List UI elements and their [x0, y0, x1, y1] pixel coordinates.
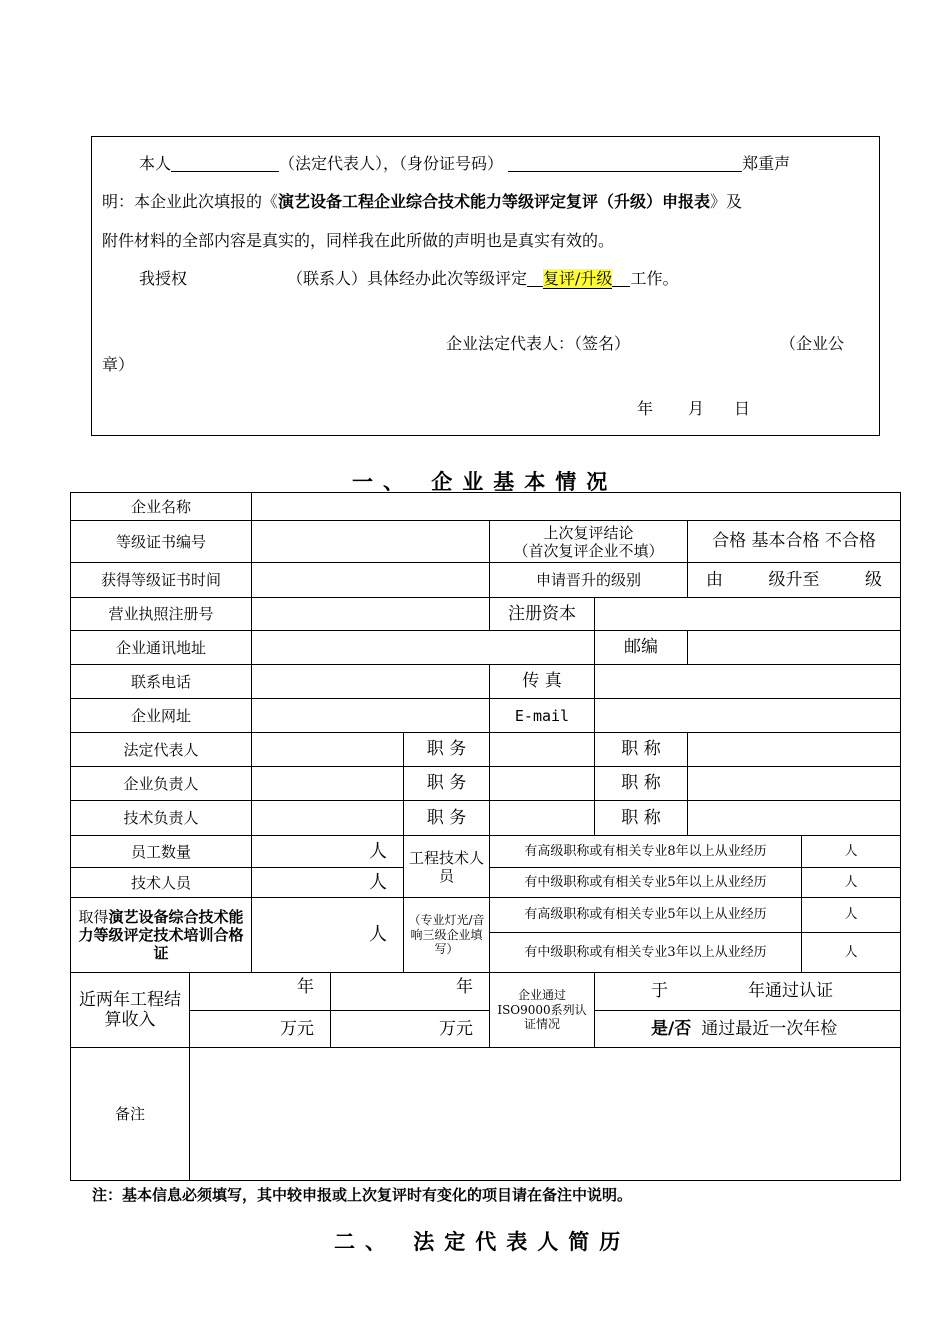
text: 上次复评结论 — [543, 523, 634, 542]
input-legal-rep-position[interactable] — [489, 732, 595, 767]
section-1-title: 一、 企业基本情况 — [352, 469, 618, 494]
label-company-name: 企业名称 — [70, 492, 252, 521]
date-month: 月 — [688, 399, 705, 418]
input-middle-5[interactable]: 人 — [801, 867, 901, 898]
text: 》及 — [710, 192, 743, 211]
text: 本人 — [139, 154, 172, 173]
text: 我授权 — [139, 269, 188, 288]
label-fax: 传 真 — [489, 664, 595, 699]
label-position: 职 务 — [403, 732, 490, 767]
input-email[interactable] — [594, 698, 901, 733]
input-tech-head-title[interactable] — [687, 800, 901, 836]
label-middle-5: 有中级职称或有相关专业5年以上从业经历 — [489, 867, 802, 898]
form-note: 注：基本信息必须填写，其中较申报或上次复评时有变化的项目请在备注中说明。 — [92, 1186, 633, 1204]
input-income-year-1[interactable]: 年 — [189, 972, 331, 1011]
label-apply-level: 申请晋升的级别 — [489, 562, 688, 598]
input-fax[interactable] — [594, 664, 901, 699]
input-license-no[interactable] — [251, 597, 490, 631]
text: 级升至 — [768, 569, 820, 590]
input-apply-level[interactable] — [687, 562, 901, 598]
text: （联系人）具体经办此次等级评定 — [287, 269, 528, 288]
label-cert-no: 等级证书编号 — [70, 520, 252, 563]
label-last-review — [489, 520, 688, 563]
label-phone: 联系电话 — [70, 664, 252, 699]
yes-no-option: 是/否 — [651, 1018, 692, 1039]
input-address[interactable] — [251, 630, 595, 665]
input-reg-capital[interactable] — [594, 597, 901, 631]
text: 通过最近一次年检 — [701, 1018, 838, 1039]
label-iso: 企业通过ISO9000系列认证情况 — [489, 972, 595, 1048]
label-license-no: 营业执照注册号 — [70, 597, 252, 631]
input-tech-head[interactable] — [251, 800, 404, 836]
input-senior-5[interactable]: 人 — [801, 897, 901, 933]
input-remarks[interactable] — [189, 1047, 901, 1181]
seal-label-end: 章） — [102, 355, 135, 374]
text: 取得 — [78, 908, 109, 926]
text: 郑重声 — [742, 154, 791, 173]
input-phone[interactable] — [251, 664, 490, 699]
review-result-options[interactable]: 合格 基本合格 不合格 — [687, 520, 901, 563]
input-iso-year[interactable] — [594, 972, 901, 1011]
input-cert-time[interactable] — [251, 562, 490, 598]
label-eng-tech-staff: 工程技术人员 — [403, 835, 490, 898]
label-address: 企业通讯地址 — [70, 630, 252, 665]
label-tech-staff: 技术人员 — [70, 867, 252, 898]
input-tech-staff[interactable]: 人 — [251, 867, 404, 898]
label-postcode: 邮编 — [594, 630, 688, 665]
date-day: 日 — [734, 399, 751, 418]
input-website[interactable] — [251, 698, 490, 733]
input-company-head[interactable] — [251, 766, 404, 801]
input-tech-head-position[interactable] — [489, 800, 595, 836]
seal-label: （企业公 — [780, 334, 845, 353]
input-middle-3[interactable]: 人 — [801, 932, 901, 973]
signature-label: 企业法定代表人：（签名） — [446, 334, 631, 353]
label-reg-capital: 注册资本 — [489, 597, 595, 631]
input-senior-8[interactable]: 人 — [801, 835, 901, 868]
label-income: 近两年工程结算收入 — [70, 972, 190, 1048]
label-senior-5: 有高级职称或有相关专业5年以上从业经历 — [489, 897, 802, 933]
date-year: 年 — [637, 399, 654, 418]
text: 明：本企业此次填报的《 — [102, 192, 279, 211]
label-remarks: 备注 — [70, 1047, 190, 1181]
text: 工作。 — [630, 269, 679, 288]
label-title: 职 称 — [594, 766, 688, 801]
declaration-line-3: 附件材料的全部内容是真实的，同样我在此所做的声明也是真实有效的。 — [102, 231, 615, 250]
label-email: E-mail — [489, 698, 595, 733]
input-company-head-position[interactable] — [489, 766, 595, 801]
input-iso-annual[interactable] — [594, 1010, 901, 1048]
text: 年通过认证 — [748, 981, 833, 1002]
input-legal-rep[interactable] — [251, 732, 404, 767]
label-title: 职 称 — [594, 732, 688, 767]
input-company-head-title[interactable] — [687, 766, 901, 801]
label-specialty-note: （专业灯光/音响三级企业填写） — [403, 897, 490, 973]
label-position: 职 务 — [403, 766, 490, 801]
label-title: 职 称 — [594, 800, 688, 836]
input-company-name[interactable] — [251, 492, 901, 521]
form-name-bold: 演艺设备工程企业综合技术能力等级评定复评（升级）申报表 — [278, 192, 711, 211]
label-cert-time: 获得等级证书时间 — [70, 562, 252, 598]
label-position: 职 务 — [403, 800, 490, 836]
text: 由 — [706, 569, 723, 590]
label-company-head: 企业负责人 — [70, 766, 252, 801]
label-legal-rep: 法定代表人 — [70, 732, 252, 767]
input-staff-count[interactable]: 人 — [251, 835, 404, 868]
label-website: 企业网址 — [70, 698, 252, 733]
input-income-amount-2[interactable]: 万元 — [330, 1010, 490, 1048]
review-type-highlight: 复评/升级 — [543, 269, 613, 288]
text: 演艺设备综合技术能力等级评定技术培训合格证 — [78, 908, 244, 962]
text: （法定代表人），（身份证号码） — [279, 154, 504, 173]
input-legal-rep-title[interactable] — [687, 732, 901, 767]
input-trained-staff[interactable]: 人 — [251, 897, 404, 973]
label-staff-count: 员工数量 — [70, 835, 252, 868]
text: 于 — [651, 981, 668, 1002]
section-2-title: 二、 法定代表人简历 — [334, 1229, 631, 1254]
input-income-year-2[interactable]: 年 — [330, 972, 490, 1011]
input-income-amount-1[interactable]: 万元 — [189, 1010, 331, 1048]
input-postcode[interactable] — [687, 630, 901, 665]
label-tech-head: 技术负责人 — [70, 800, 252, 836]
text: （首次复评企业不填） — [513, 541, 664, 560]
text: 级 — [865, 569, 882, 590]
label-senior-8: 有高级职称或有相关专业8年以上从业经历 — [489, 835, 802, 868]
label-trained-staff — [70, 897, 252, 973]
label-middle-3: 有中级职称或有相关专业3年以上从业经历 — [489, 932, 802, 973]
input-cert-no[interactable] — [251, 520, 490, 563]
